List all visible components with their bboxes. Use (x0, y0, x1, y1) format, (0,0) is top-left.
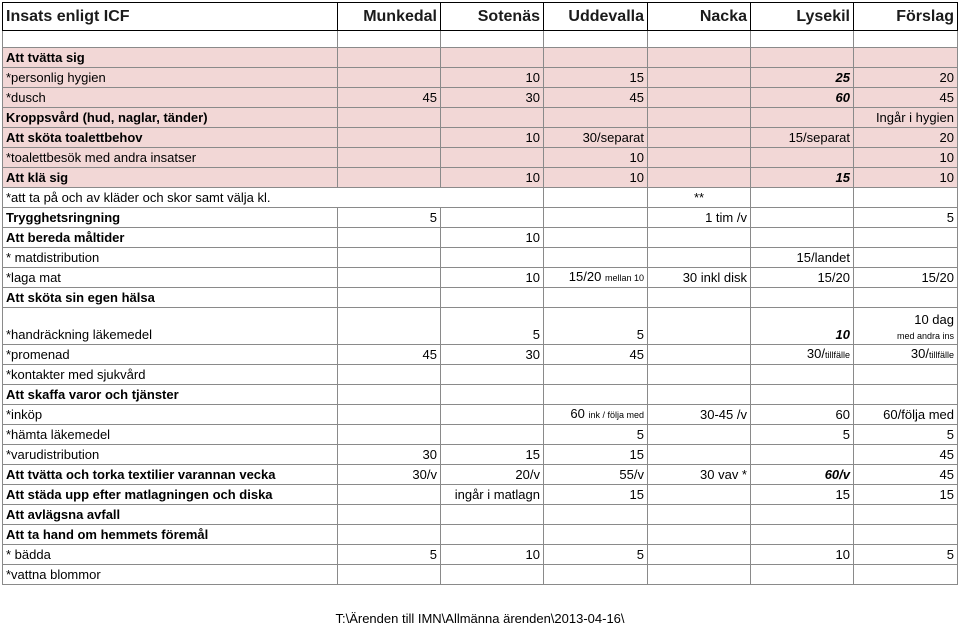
cell-munkedal (338, 308, 441, 345)
cell-munkedal: 30 (338, 445, 441, 465)
header-title: Insats enligt ICF (3, 3, 338, 31)
cell-forslag: 15 (854, 485, 958, 505)
cell-munkedal (338, 148, 441, 168)
row-label: *promenad (3, 345, 338, 365)
cell-lysekil: 60 (751, 88, 854, 108)
row-label: Trygghetsringning (3, 208, 338, 228)
row-label: *inköp (3, 405, 338, 425)
cell-munkedal: 45 (338, 88, 441, 108)
table-row (3, 268, 958, 288)
cell-munkedal (338, 68, 441, 88)
row-label: * bädda (3, 545, 338, 565)
row-label: Att ta hand om hemmets föremål (3, 525, 338, 545)
cell-forslag: 60/följa med (854, 405, 958, 425)
cell-munkedal: 30/v (338, 465, 441, 485)
row-label: Att städa upp efter matlagningen och diska (3, 485, 338, 505)
cell-forslag: 30/tillfälle (854, 345, 958, 365)
cell-munkedal (338, 128, 441, 148)
row-label: Att skaffa varor och tjänster (3, 385, 338, 405)
cell-nacka: ** (648, 188, 751, 208)
table-row (3, 68, 958, 88)
cell-lysekil: 10 (751, 308, 854, 345)
cell-munkedal (338, 228, 441, 248)
table-row (3, 48, 958, 68)
cell-lysekil: 15 (751, 485, 854, 505)
table-row (3, 405, 958, 425)
table-row (3, 288, 958, 308)
cell-uddevalla (544, 208, 648, 228)
cell-lysekil: 60/v (751, 465, 854, 485)
cell-sotenas: 10 (441, 545, 544, 565)
cell-sotenas: 10 (441, 128, 544, 148)
cell-uddevalla: 15 (544, 68, 648, 88)
header-row (3, 3, 958, 31)
cell-lysekil: 15/landet (751, 248, 854, 268)
cell-forslag: 10 dag med andra ins (854, 308, 958, 345)
cell-sotenas: 30 (441, 88, 544, 108)
cell-forslag: 5 (854, 208, 958, 228)
cell-forslag: 45 (854, 88, 958, 108)
cell-forslag: Ingår i hygien (854, 108, 958, 128)
cell-lysekil: 30/tillfälle (751, 345, 854, 365)
row-label: *vattna blommor (3, 565, 338, 585)
row-label: *dusch (3, 88, 338, 108)
header-uddevalla: Uddevalla (544, 3, 648, 31)
cell-forslag: 10 (854, 148, 958, 168)
row-label: *att ta på och av kläder och skor samt välja kl. (3, 188, 544, 208)
cell-lysekil: 5 (751, 425, 854, 445)
row-label: Att sköta sin egen hälsa (3, 288, 338, 308)
table-row (3, 108, 958, 128)
cell-nacka (648, 168, 751, 188)
cell-sotenas: 10 (441, 268, 544, 288)
cell-lysekil: 25 (751, 68, 854, 88)
table-row (3, 208, 958, 228)
row-label: *toalettbesök med andra insatser (3, 148, 338, 168)
cell-sotenas: 10 (441, 228, 544, 248)
row-label: Kroppsvård (hud, naglar, tänder) (3, 108, 338, 128)
cell-uddevalla: 15/20 mellan 10 (544, 268, 648, 288)
row-label: Att avlägsna avfall (3, 505, 338, 525)
header-forslag: Förslag (854, 3, 958, 31)
cell-forslag: 15/20 (854, 268, 958, 288)
cell-munkedal: 5 (338, 208, 441, 228)
cell-uddevalla: 45 (544, 88, 648, 108)
cell-forslag: 20 (854, 68, 958, 88)
cell-uddevalla: 60 ink / följa med (544, 405, 648, 425)
cell-lysekil: 60 (751, 405, 854, 425)
table-row (3, 425, 958, 445)
cell-nacka: 30-45 /v (648, 405, 751, 425)
cell-uddevalla: 45 (544, 345, 648, 365)
cell-uddevalla: 55/v (544, 465, 648, 485)
cell-munkedal (338, 268, 441, 288)
cell-nacka (648, 128, 751, 148)
cell-lysekil: 10 (751, 545, 854, 565)
cell-lysekil (751, 148, 854, 168)
table-row (3, 485, 958, 505)
cell-sotenas: 30 (441, 345, 544, 365)
cell-uddevalla: 5 (544, 545, 648, 565)
cell-sotenas: 10 (441, 68, 544, 88)
cell-nacka (648, 88, 751, 108)
cell-nacka (648, 308, 751, 345)
table-row (3, 565, 958, 585)
cell-sotenas (441, 208, 544, 228)
table-row (3, 525, 958, 545)
cell-forslag: 10 (854, 168, 958, 188)
row-label: Att tvätta sig (3, 48, 338, 68)
table-row (3, 188, 958, 208)
table-row (3, 365, 958, 385)
table-row (3, 545, 958, 565)
cell-uddevalla: 10 (544, 168, 648, 188)
cell-forslag: 5 (854, 545, 958, 565)
cell-nacka: 1 tim /v (648, 208, 751, 228)
cell-sotenas: 10 (441, 168, 544, 188)
cell-sotenas: 5 (441, 308, 544, 345)
table-row (3, 148, 958, 168)
cell-munkedal (338, 168, 441, 188)
row-label: Att bereda måltider (3, 228, 338, 248)
row-label: *handräckning läkemedel (3, 308, 338, 345)
cell-lysekil: 15/20 (751, 268, 854, 288)
row-label: * matdistribution (3, 248, 338, 268)
row-label: *personlig hygien (3, 68, 338, 88)
row-label: *varudistribution (3, 445, 338, 465)
cell-forslag: 45 (854, 465, 958, 485)
cell-munkedal: 45 (338, 345, 441, 365)
footer-path: T:\Ärenden till IMN\Allmänna ärenden\2013-04-16\ (335, 611, 625, 626)
row-label: Att sköta toalettbehov (3, 128, 338, 148)
table-row (3, 248, 958, 268)
table-row (3, 128, 958, 148)
cell-forslag: 5 (854, 425, 958, 445)
table-row (3, 345, 958, 365)
header-sotenas: Sotenäs (441, 3, 544, 31)
row-label: Att klä sig (3, 168, 338, 188)
table-row (3, 465, 958, 485)
row-label: *kontakter med sjukvård (3, 365, 338, 385)
row-label: *hämta läkemedel (3, 425, 338, 445)
cell-lysekil: 15 (751, 168, 854, 188)
table-row (3, 168, 958, 188)
cell-lysekil: 15/separat (751, 128, 854, 148)
cell-nacka (648, 345, 751, 365)
cell-uddevalla: 30/separat (544, 128, 648, 148)
table-row (3, 445, 958, 465)
spacer-row (3, 31, 958, 48)
row-label: *laga mat (3, 268, 338, 288)
cell-uddevalla: 10 (544, 148, 648, 168)
header-nacka: Nacka (648, 3, 751, 31)
table-row (3, 228, 958, 248)
cell-sotenas: 15 (441, 445, 544, 465)
cell-nacka (648, 68, 751, 88)
table-row (3, 385, 958, 405)
cell-sotenas: ingår i matlagn (441, 485, 544, 505)
cell-uddevalla: 15 (544, 485, 648, 505)
cell-munkedal: 5 (338, 545, 441, 565)
row-label: Att tvätta och torka textilier varannan vecka (3, 465, 338, 485)
icf-table (2, 2, 958, 585)
table-row (3, 88, 958, 108)
header-munkedal: Munkedal (338, 3, 441, 31)
cell-nacka: 30 inkl disk (648, 268, 751, 288)
cell-nacka: 30 vav * (648, 465, 751, 485)
cell-sotenas (441, 148, 544, 168)
cell-uddevalla: 5 (544, 308, 648, 345)
table-row (3, 308, 958, 345)
cell-forslag: 20 (854, 128, 958, 148)
cell-sotenas: 20/v (441, 465, 544, 485)
cell-uddevalla: 5 (544, 425, 648, 445)
table-row (3, 505, 958, 525)
header-lysekil: Lysekil (751, 3, 854, 31)
cell-uddevalla: 15 (544, 445, 648, 465)
cell-lysekil (751, 208, 854, 228)
cell-nacka (648, 148, 751, 168)
cell-forslag: 45 (854, 445, 958, 465)
